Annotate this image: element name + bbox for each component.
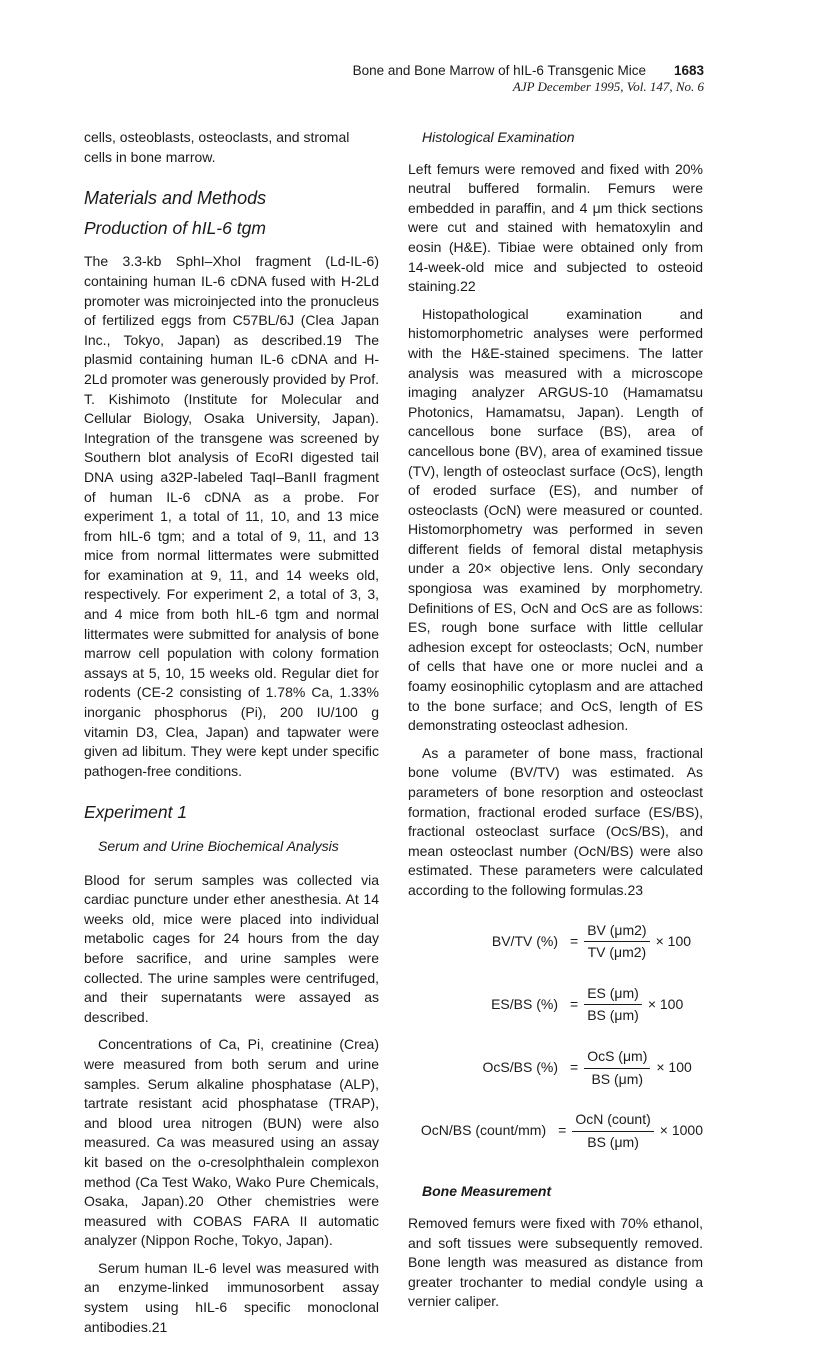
formula-lhs: OcS/BS (%) — [482, 1059, 558, 1076]
serum-paragraph-1: Blood for serum samples was collected via cardiac puncture under ether anesthesia. At 14 weeks old, mice were placed into individual metabolic cages for 24 hours from the day before sacrifice, and urine samples were collected. The urine samples were centrifuged, and their supernatants were assayed as described. — [84, 871, 379, 1025]
formula-numerator: BV (μm2) — [584, 921, 649, 943]
bone-measurement-paragraph: Removed femurs were fixed with 70% ethanol, and soft tissues were subsequently removed. Bone length was measured as distance from greater trochanter to medial condyle using a vernier caliper. — [408, 1214, 703, 1310]
bone-measurement-heading: Bone Measurement — [422, 1183, 552, 1200]
left-column — [84, 128, 379, 1345]
formula-numerator: OcN (count) — [572, 1110, 653, 1132]
running-header-title: Bone and Bone Marrow of hIL-6 Transgenic Mice — [352, 63, 646, 78]
formula-ocn-bs: OcN/BS (count/mm) = $\frac{\text{OcN (count)}}{BS (\mu m)}$ × 1000 — [408, 1110, 703, 1152]
production-heading: Production of hIL-6 tgm — [84, 217, 266, 238]
formula-numerator: ES (μm) — [584, 984, 642, 1006]
formula-denominator: BS (μm) — [591, 1070, 644, 1087]
histology-heading: Histological Examination — [422, 129, 575, 145]
right-column — [408, 128, 703, 1320]
histology-paragraph-3: As a parameter of bone mass, fractional bone volume (BV/TV) was estimated. As parameters of bone resorption and osteoclast formation, fractional eroded surface (ES/BS), fractional osteoclast surface (OcS/BS), and mean osteoclast number (OcN/BS) were also estimated. These parameters were calculated according to the following formulas.23 — [408, 744, 703, 898]
formula-multiplier: × 100 — [647, 996, 684, 1013]
journal-citation: AJP December 1995, Vol. 147, No. 6 — [512, 79, 704, 94]
formula-lhs: BV/TV (%) — [491, 932, 558, 949]
formulas — [408, 921, 703, 1153]
formula-multiplier: × 100 — [655, 932, 692, 949]
production-paragraph: The 3.3-kb SphI–XhoI fragment (Ld-IL-6) containing human IL-6 cDNA fused with H-2Ld promoter was microinjected into the pronucleus of fertilized eggs from C57BL/6J (Clea Japan Inc., Tokyo, Japan) as described.19 The plasmid containing human IL-6 cDNA and H-2Ld promoter was generously provided by Prof. T. Kishimoto (Institute for Molecular and Cellular Biology, Osaka University, Japan). Integration of the transgene was screened by Southern blot analysis of EcoRI digested tail DNA using a32P-labeled TaqI–BanII fragment of human IL-6 cDNA as a probe. For experiment 1, a total of 11, 10, and 13 mice from hIL-6 tgm; and a total of 9, 11, and 13 mice from normal littermates were submitted for examination at 9, 11, and 14 weeks old, respectively. For experiment 2, a total of 3, 3, and 4 mice from both hIL-6 tgm and normal littermates were submitted for analysis of bone marrow cell population with colony formation assays at 5, 10, 15 weeks old. Regular diet for rodents (CE-2 consisting of 1.78% Ca, 1.33% inorganic phosphorus (Pi), 200 IU/100 g vitamin D3, Clea, Japan) and tapwater were given ad libitum. They were kept under specific pathogen-free conditions. — [84, 253, 379, 779]
intro-tail: cells, osteoblasts, osteoclasts, and stromal cells in bone marrow. — [84, 129, 350, 165]
serum-paragraph-3: Serum human IL-6 level was measured with an enzyme-linked immunosorbent assay system using hIL-6 specific monoclonal antibodies.21 — [84, 1259, 379, 1335]
formula-denominator: BS (μm) — [587, 1133, 639, 1150]
serum-heading: Serum and Urine Biochemical Analysis — [98, 838, 339, 854]
materials-heading: Materials and Methods — [84, 188, 267, 209]
formula-numerator: OcS (μm) — [584, 1047, 650, 1069]
formula-multiplier: × 1000 — [659, 1122, 703, 1139]
formula-lhs: ES/BS (%) — [491, 996, 558, 1013]
formula-bv-tv: BV/TV (%) = $\frac{BV (\mu m2)}{TV (\mu m2)}$ × 100 — [408, 921, 703, 963]
formula-denominator: TV (μm2) — [587, 944, 647, 961]
formula-es-bs: ES/BS (%) = $\frac{ES (\mu m)}{BS (\mu m)}$ × 100 — [408, 984, 703, 1026]
formula-denominator: BS (μm) — [587, 1007, 639, 1024]
formula-multiplier: × 100 — [656, 1059, 692, 1076]
formula-ocs-bs: OcS/BS (%) = $\frac{\text{OcS (μm)}}{BS (\mu m)}$ × 100 — [408, 1047, 703, 1089]
experiment-heading: Experiment 1 — [84, 802, 188, 823]
histology-paragraph-2: Histopathological examination and histomorphometric analyses were performed with the H&E-stained specimens. The latter analysis was measured with a microscope imaging analyzer ARGUS-10 (Hamamatsu Photonics, Hamamatsu, Japan). Length of cancellous bone surface (BS), area of cancellous bone (BV), area of examined tissue (TV), length of osteoclast surface (OcS), length of eroded surface (ES), and number of osteoclasts (OcN) were measured or counted. Histomorphometry was performed in seven different fields of femoral distal metaphysis under a 20× objective lens. Only secondary spongiosa was examined by morphometry. Definitions of ES, OcN and OcS are as follows: ES, rough bone surface with little cellular adhesion except for osteoclasts; OcN, number of cells that have one or more nuclei and a foamy eosinophilic cytoplasm and are attached to the bone surface; and OcS, length of ES demonstrating osteoclast adhesion. — [408, 305, 703, 734]
formula-lhs: OcN/BS (count/mm) — [420, 1122, 547, 1139]
serum-paragraph-2: Concentrations of Ca, Pi, creatinine (Crea) were measured from both serum and urine samples. Serum alkaline phosphatase (ALP), tartrate resistant acid phosphatase (TRAP), and blood urea nitrogen (BUN) were also measured. Ca was measured using an assay kit based on the o-cresolphthalein complexon method (Ca Test Wako, Wako Pure Chemicals, Osaka, Japan).20 Other chemistries were measured with COBAS FARA II automatic analyzer (Nippon Roche, Tokyo, Japan). — [84, 1036, 379, 1249]
histology-paragraph-1: Left femurs were removed and fixed with 20% neutral buffered formalin. Femurs were embedded in paraffin, and 4 μm thick sections were cut and stained with hematoxylin and eosin (H&E). Tibiae were obtained only from 14-week-old mice and subjected to osteoid staining.22 — [408, 160, 703, 295]
page-number: 1683 — [673, 63, 704, 78]
